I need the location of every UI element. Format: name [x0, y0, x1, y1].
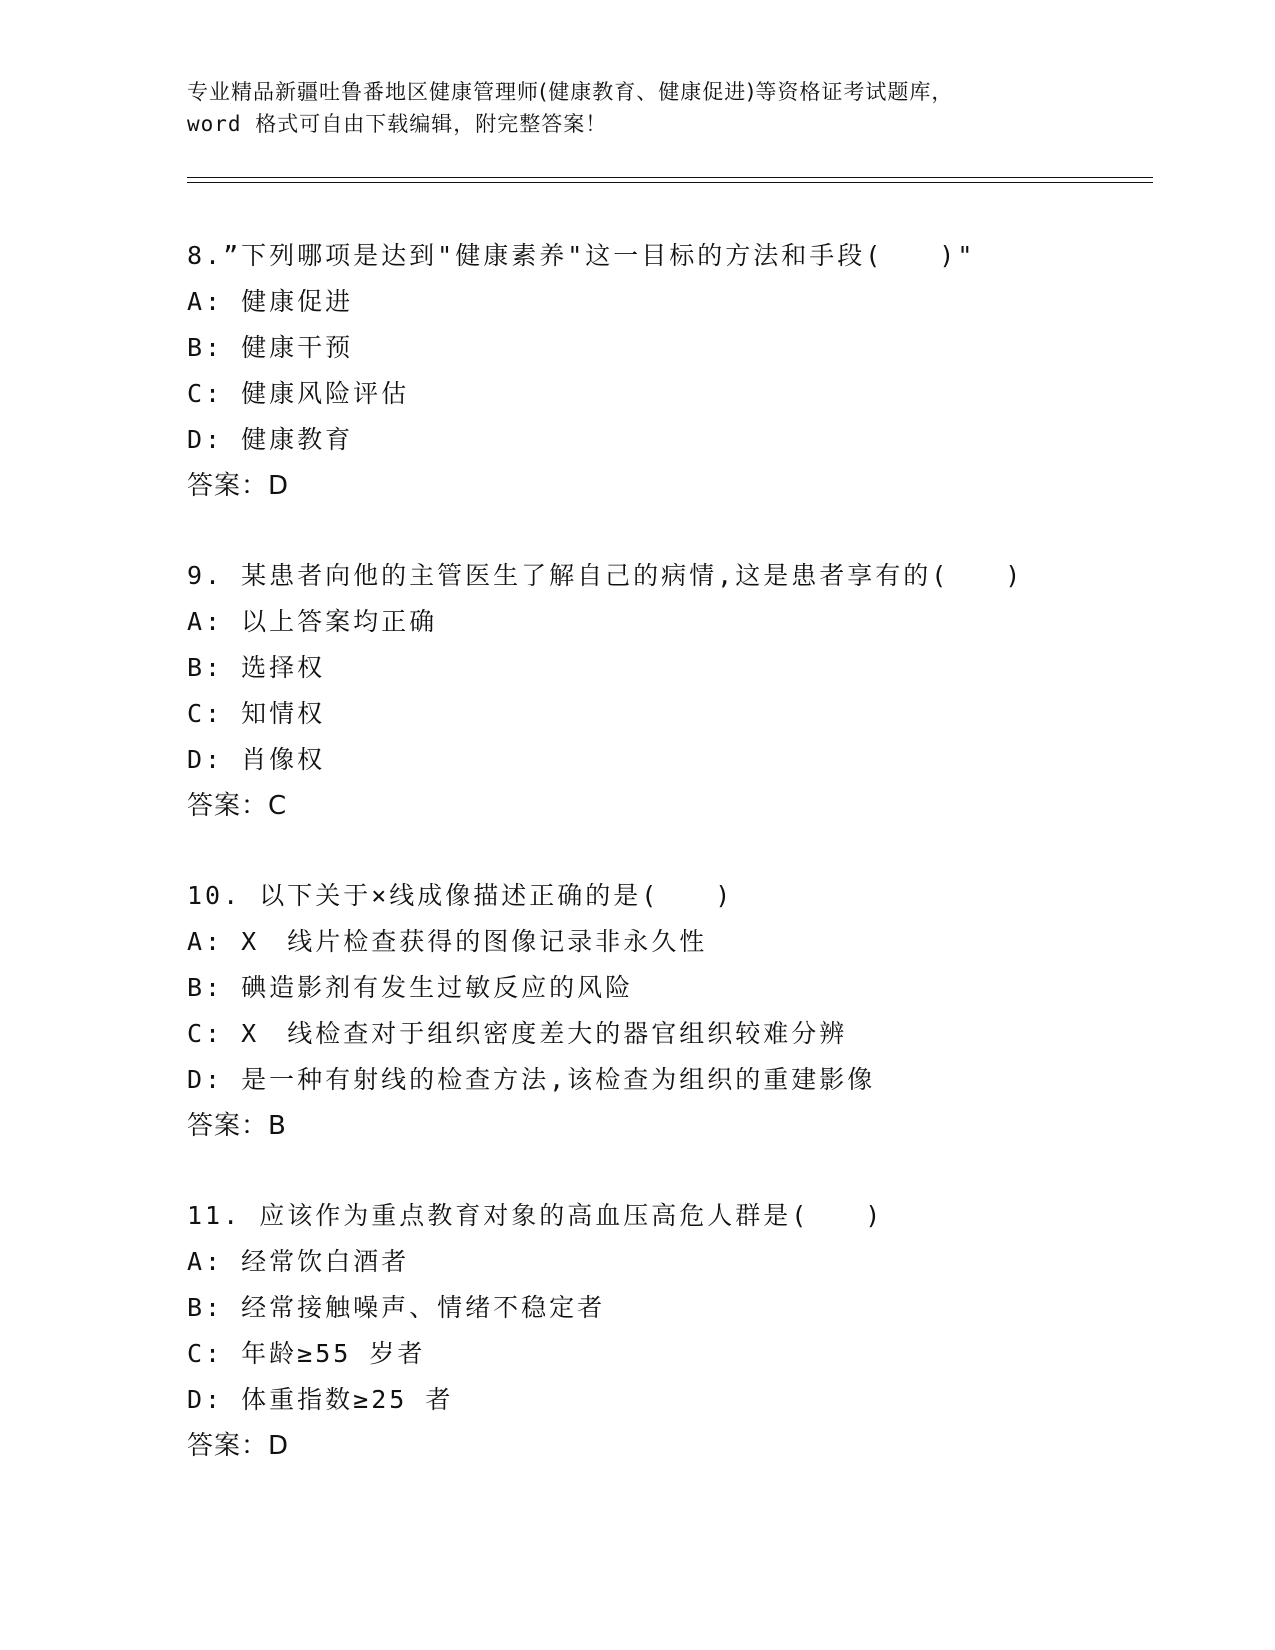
- question-10: [187, 873, 1167, 1149]
- option-c: C: X 线检查对于组织密度差大的器官组织较难分辨: [187, 1019, 848, 1048]
- option-b: B: 碘造影剂有发生过敏反应的风险: [187, 973, 634, 1002]
- option-d: D: 体重指数≥25 者: [187, 1385, 454, 1414]
- option-c: C: 年龄≥55 岁者: [187, 1339, 426, 1368]
- option-b: B: 选择权: [187, 653, 326, 682]
- question-stem: 9. 某患者向他的主管医生了解自己的病情,这是患者享有的( ): [187, 561, 1024, 590]
- question-9: [187, 553, 1167, 829]
- question-11: [187, 1193, 1167, 1469]
- header-line-1: 专业精品新疆吐鲁番地区健康管理师(健康教育、健康促进)等资格证考试题库，: [187, 80, 954, 104]
- option-b: B: 健康干预: [187, 333, 354, 362]
- option-d: D: 肖像权: [187, 745, 326, 774]
- option-d: D: 健康教育: [187, 425, 354, 454]
- document-header: [187, 76, 1117, 140]
- answer: 答案：D: [187, 1431, 290, 1461]
- question-stem: 8.”下列哪项是达到"健康素养"这一目标的方法和手段( )": [187, 241, 976, 270]
- option-a: A: 以上答案均正确: [187, 607, 438, 636]
- question-8: [187, 233, 1167, 509]
- question-stem: 10. 以下关于×线成像描述正确的是( ): [187, 881, 734, 910]
- option-a: A: X 线片检查获得的图像记录非永久性: [187, 927, 708, 956]
- answer: 答案：B: [187, 1111, 287, 1141]
- answer: 答案：C: [187, 791, 288, 821]
- option-d: D: 是一种有射线的检查方法,该检查为组织的重建影像: [187, 1065, 876, 1094]
- header-divider-top: [187, 177, 1153, 178]
- option-a: A: 经常饮白酒者: [187, 1247, 410, 1276]
- option-c: C: 知情权: [187, 699, 326, 728]
- header-divider-bottom: [187, 182, 1153, 183]
- option-c: C: 健康风险评估: [187, 379, 410, 408]
- question-stem: 11. 应该作为重点教育对象的高血压高危人群是( ): [187, 1201, 884, 1230]
- option-a: A: 健康促进: [187, 287, 354, 316]
- option-b: B: 经常接触噪声、情绪不稳定者: [187, 1293, 606, 1322]
- header-line-2: word 格式可自由下载编辑，附完整答案！: [187, 112, 608, 136]
- answer: 答案：D: [187, 471, 290, 501]
